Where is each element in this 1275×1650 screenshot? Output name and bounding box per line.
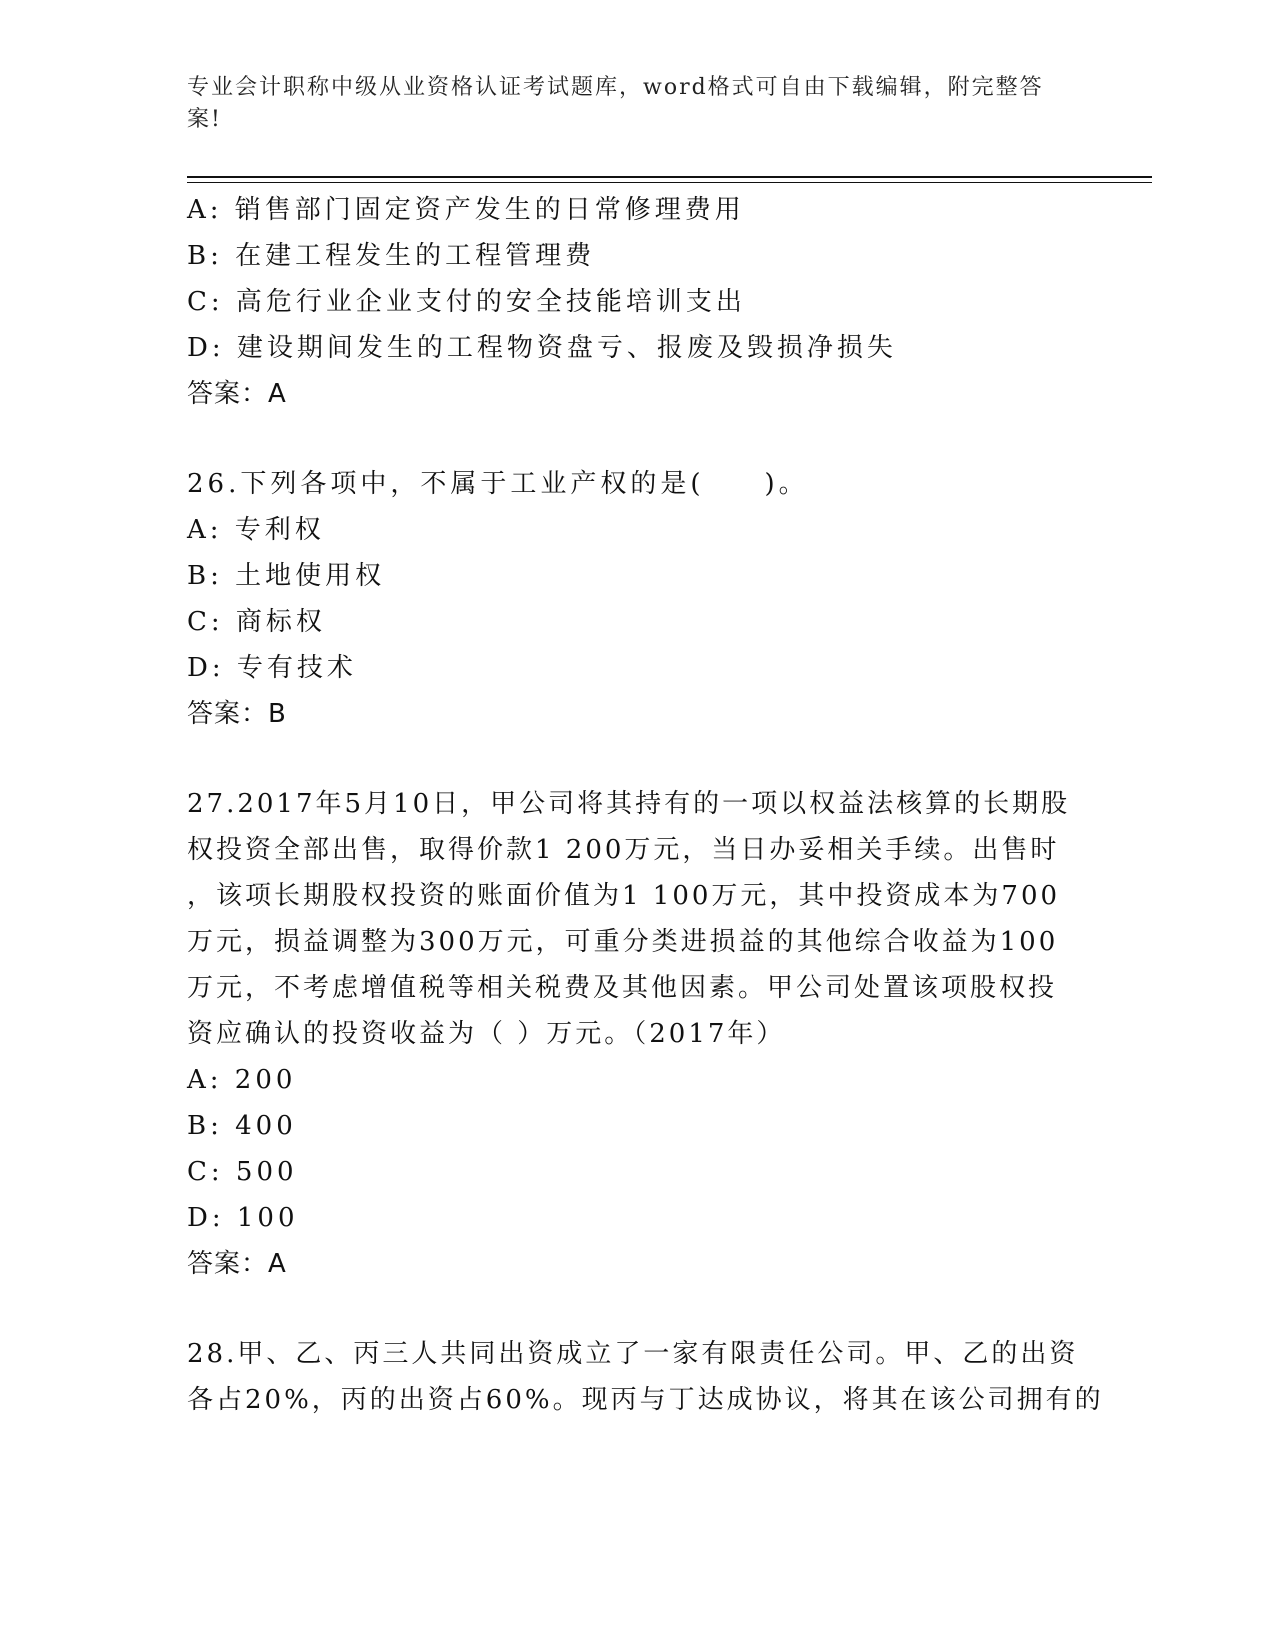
header-divider-thin [187, 182, 1152, 183]
question-list [187, 187, 1104, 1423]
answer: 答案：B [187, 699, 287, 729]
stem-line: 28.甲、乙、丙三人共同出资成立了一家有限责任公司。甲、乙的出资 [187, 1339, 1079, 1369]
stem-line: 权投资全部出售，取得价款1 200万元，当日办妥相关手续。出售时 [187, 835, 1060, 865]
header-line-1: 专业会计职称中级从业资格认证考试题库，word格式可自由下载编辑，附完整答 [187, 75, 1044, 100]
question-26 [187, 461, 1087, 737]
option-d: D: 100 [187, 1203, 299, 1233]
question-27 [187, 781, 1087, 1287]
stem-line: 各占20%，丙的出资占60%。现丙与丁达成协议，将其在该公司拥有的 [187, 1385, 1104, 1415]
stem-line: 资应确认的投资收益为（ ）万元。（2017年） [187, 1019, 786, 1049]
option-c: C: 高危行业企业支付的安全技能培训支出 [187, 287, 746, 317]
option-c: C: 商标权 [187, 607, 326, 637]
option-a: A: 销售部门固定资产发生的日常修理费用 [187, 195, 745, 225]
stem-line: 万元，不考虑增值税等相关税费及其他因素。甲公司处置该项股权投 [187, 973, 1058, 1003]
question-stem [187, 1331, 1104, 1423]
stem-line: 万元，损益调整为300万元，可重分类进损益的其他综合收益为100 [187, 927, 1059, 957]
answer: 答案：A [187, 379, 287, 409]
option-d: D: 建设期间发生的工程物资盘亏、报废及毁损净损失 [187, 333, 897, 363]
header-divider-thick [187, 176, 1152, 178]
spacer [187, 1287, 1087, 1331]
option-b: B: 在建工程发生的工程管理费 [187, 241, 596, 271]
stem-line: 27.2017年5月10日，甲公司将其持有的一项以权益法核算的长期股 [187, 789, 1071, 819]
question-stem: 26.下列各项中，不属于工业产权的是( )。 [187, 469, 809, 499]
option-a: A: 专利权 [187, 515, 325, 545]
page-header [187, 72, 1067, 136]
option-a: A: 200 [187, 1065, 297, 1095]
question-stem [187, 781, 1087, 1057]
question-25 [187, 187, 1087, 417]
option-b: B: 土地使用权 [187, 561, 386, 591]
header-line-2: 案! [187, 107, 222, 132]
option-d: D: 专有技术 [187, 653, 357, 683]
spacer [187, 737, 1087, 781]
stem-line: ，该项长期股权投资的账面价值为1 100万元，其中投资成本为700 [187, 881, 1061, 911]
option-c: C: 500 [187, 1157, 298, 1187]
question-28 [187, 1331, 1104, 1423]
spacer [187, 417, 1087, 461]
answer: 答案：A [187, 1249, 287, 1279]
option-b: B: 400 [187, 1111, 297, 1141]
